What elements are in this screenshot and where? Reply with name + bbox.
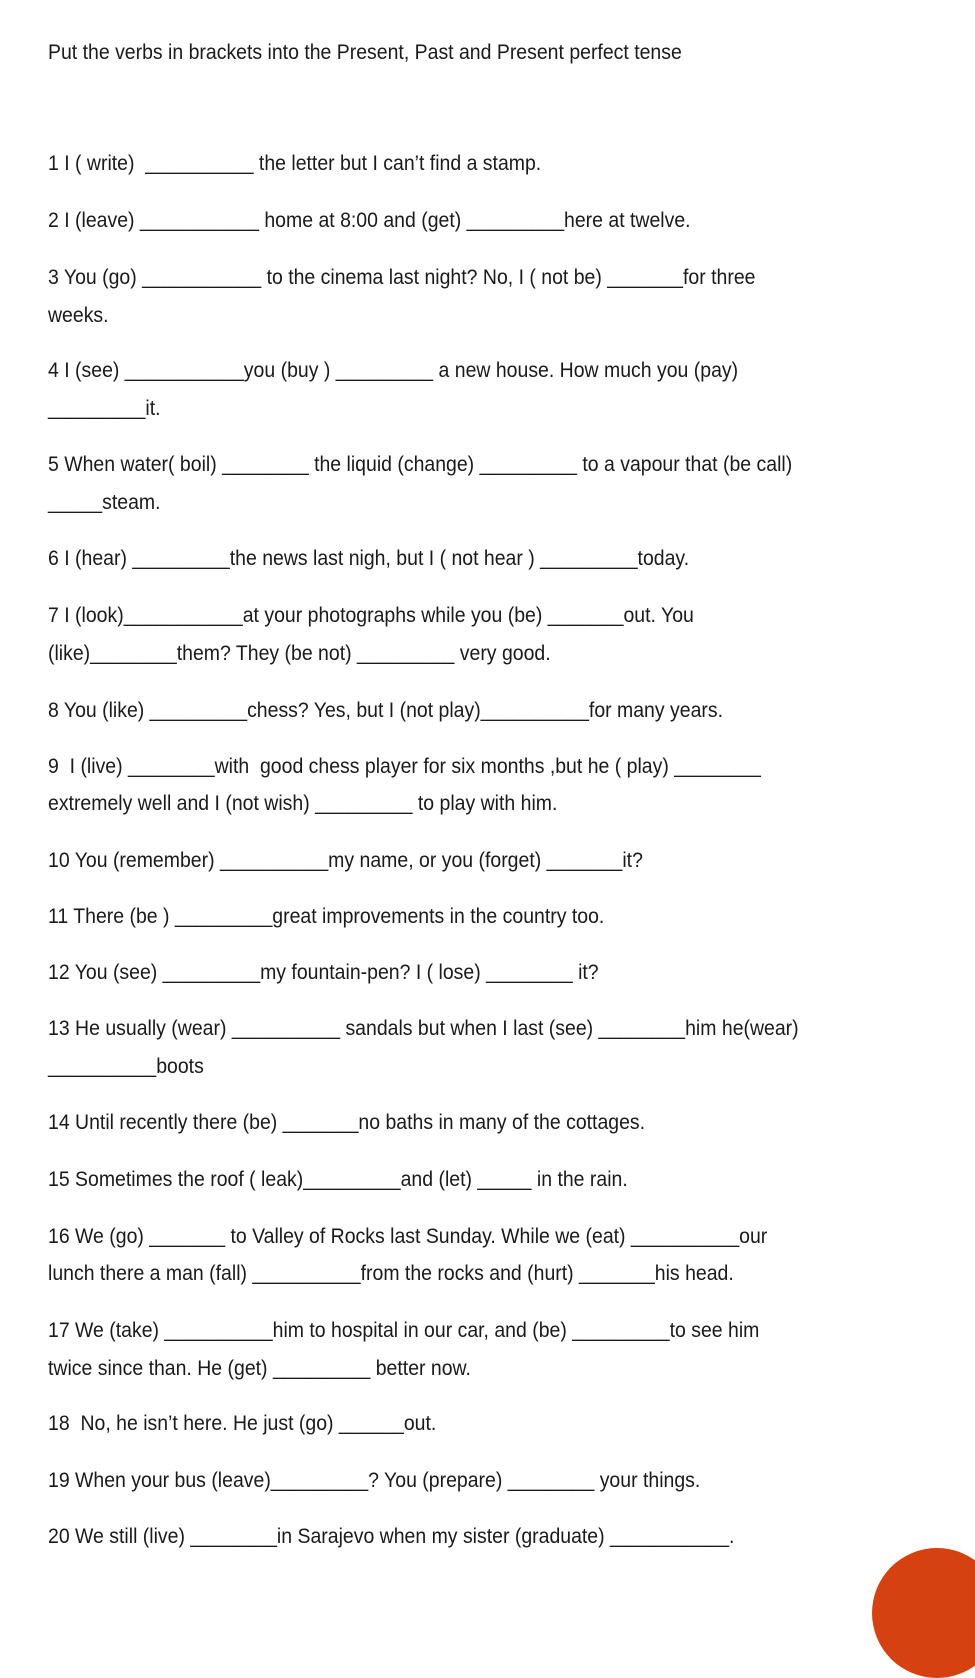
exercise-7-line: 7 I (look)___________at your photographs while you (be) _______out. You (48, 603, 694, 627)
exercise-8-line: 8 You (like) _________chess? Yes, but I (not play)__________for many years. (48, 698, 724, 722)
exercise-3-line: 3 You (go) ___________ to the cinema last night? No, I ( not be) _______for three (48, 265, 756, 289)
exercise-6-line: 6 I (hear) _________the news last nigh, but I ( not hear ) _________today. (48, 546, 690, 570)
exercise-5-line: 5 When water( boil) ________ the liquid (change) _________ to a vapour that (be call) (48, 452, 793, 476)
exercise-17-line: twice since than. He (get) _________ better now. (48, 1356, 471, 1380)
exercise-3-line: weeks. (48, 303, 109, 327)
exercise-9-line: extremely well and I (not wish) _________ to play with him. (48, 791, 558, 815)
exercise-13-line: 13 He usually (wear) __________ sandals but when I last (see) ________him he(wear) (48, 1016, 799, 1040)
exercise-5-line: _____steam. (48, 490, 161, 514)
exercise-1-line: 1 I ( write) __________ the letter but I can’t find a stamp. (48, 151, 542, 175)
exercise-16-line: 16 We (go) _______ to Valley of Rocks last Sunday. While we (eat) __________our (48, 1224, 768, 1248)
exercise-20-line: 20 We still (live) ________in Sarajevo when my sister (graduate) ___________. (48, 1524, 735, 1548)
exercise-14-line: 14 Until recently there (be) _______no baths in many of the cottages. (48, 1110, 646, 1134)
exercise-17-line: 17 We (take) __________him to hospital in our car, and (be) _________to see him (48, 1318, 760, 1342)
exercise-2-line: 2 I (leave) ___________ home at 8:00 and (get) _________here at twelve. (48, 208, 691, 232)
exercise-4-line: _________it. (48, 396, 161, 420)
worksheet-title: Put the verbs in brackets into the Present, Past and Present perfect tense (48, 40, 682, 64)
exercise-16-line: lunch there a man (fall) __________from the rocks and (hurt) _______his head. (48, 1261, 734, 1285)
exercise-11-line: 11 There (be ) _________great improvements in the country too. (48, 904, 605, 928)
exercise-7-line: (like)________them? They (be not) _________ very good. (48, 641, 551, 665)
exercise-15-line: 15 Sometimes the roof ( leak)_________and (let) _____ in the rain. (48, 1167, 628, 1191)
exercise-18-line: 18 No, he isn’t here. He just (go) ______out. (48, 1411, 437, 1435)
exercise-10-line: 10 You (remember) __________my name, or you (forget) _______it? (48, 848, 643, 872)
exercise-12-line: 12 You (see) _________my fountain-pen? I ( lose) ________ it? (48, 960, 599, 984)
orange-circle-badge (872, 1548, 975, 1678)
exercise-4-line: 4 I (see) ___________you (buy ) _________ a new house. How much you (pay) (48, 358, 739, 382)
exercise-19-line: 19 When your bus (leave)_________? You (prepare) ________ your things. (48, 1468, 701, 1492)
exercise-9-line: 9 I (live) ________with good chess player for six months ,but he ( play) ________ (48, 754, 761, 778)
exercise-13-line: __________boots (48, 1054, 204, 1078)
